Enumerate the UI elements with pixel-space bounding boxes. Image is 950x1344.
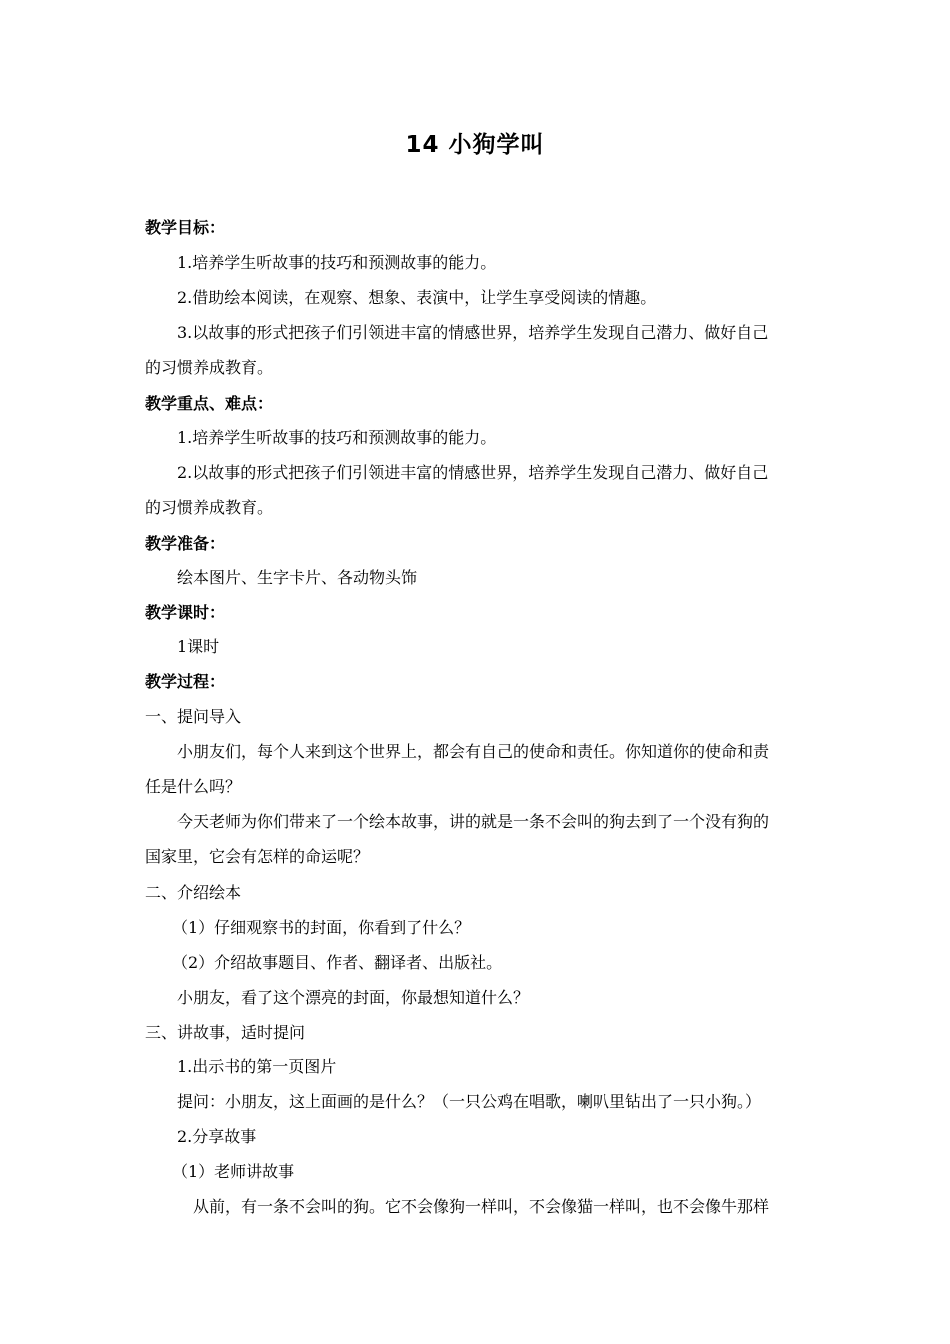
goal-item: 3.以故事的形式把孩子们引领进丰富的情感世界，培养学生发现自己潜力、做好自己 — [177, 323, 769, 342]
goal-item: 1.培养学生听故事的技巧和预测故事的能力。 — [177, 253, 497, 272]
process-paragraph: 今天老师为你们带来了一个绘本故事，讲的就是一条不会叫的狗去到了一个没有狗的 — [177, 812, 770, 831]
process-step-heading: 三、讲故事，适时提问 — [145, 1023, 306, 1042]
process-paragraph-continuation: 国家里，它会有怎样的命运呢？ — [145, 847, 370, 866]
key-points-heading: 教学重点、难点： — [145, 394, 274, 413]
process-paragraph: （1）老师讲故事 — [172, 1162, 295, 1181]
process-paragraph: 从前，有一条不会叫的狗。它不会像狗一样叫，不会像猫一样叫，也不会像牛那样 — [193, 1197, 770, 1216]
process-paragraph: （1）仔细观察书的封面，你看到了什么？ — [172, 918, 471, 937]
process-paragraph: 小朋友，看了这个漂亮的封面，你最想知道什么？ — [177, 988, 530, 1007]
key-point-item: 1.培养学生听故事的技巧和预测故事的能力。 — [177, 428, 497, 447]
process-paragraph: 1.出示书的第一页图片 — [177, 1057, 337, 1076]
process-step-heading: 一、提问导入 — [145, 707, 242, 726]
process-paragraph: 提问：小朋友，这上面画的是什么？（一只公鸡在唱歌，喇叭里钻出了一只小狗。） — [177, 1092, 762, 1111]
goal-item: 2.借助绘本阅读，在观察、想象、表演中，让学生享受阅读的情趣。 — [177, 288, 657, 307]
process-paragraph: 2.分享故事 — [177, 1127, 257, 1146]
key-point-item: 2.以故事的形式把孩子们引领进丰富的情感世界，培养学生发现自己潜力、做好自己 — [177, 463, 769, 482]
goals-heading: 教学目标： — [145, 218, 226, 237]
process-paragraph: （2）介绍故事题目、作者、翻译者、出版社。 — [172, 953, 503, 972]
key-point-item-continuation: 的习惯养成教育。 — [145, 498, 274, 517]
prep-heading: 教学准备： — [145, 534, 226, 553]
process-paragraph: 小朋友们，每个人来到这个世界上，都会有自己的使命和责任。你知道你的使命和责 — [177, 742, 770, 761]
hours-text: 1课时 — [177, 637, 220, 656]
process-paragraph-continuation: 任是什么吗？ — [145, 777, 242, 796]
page-title: 14 小狗学叫 — [405, 132, 545, 158]
process-step-heading: 二、介绍绘本 — [145, 883, 242, 902]
hours-heading: 教学课时： — [145, 603, 226, 622]
goal-item-continuation: 的习惯养成教育。 — [145, 358, 274, 377]
process-heading: 教学过程： — [145, 672, 226, 691]
prep-text: 绘本图片、生字卡片、各动物头饰 — [177, 568, 418, 587]
